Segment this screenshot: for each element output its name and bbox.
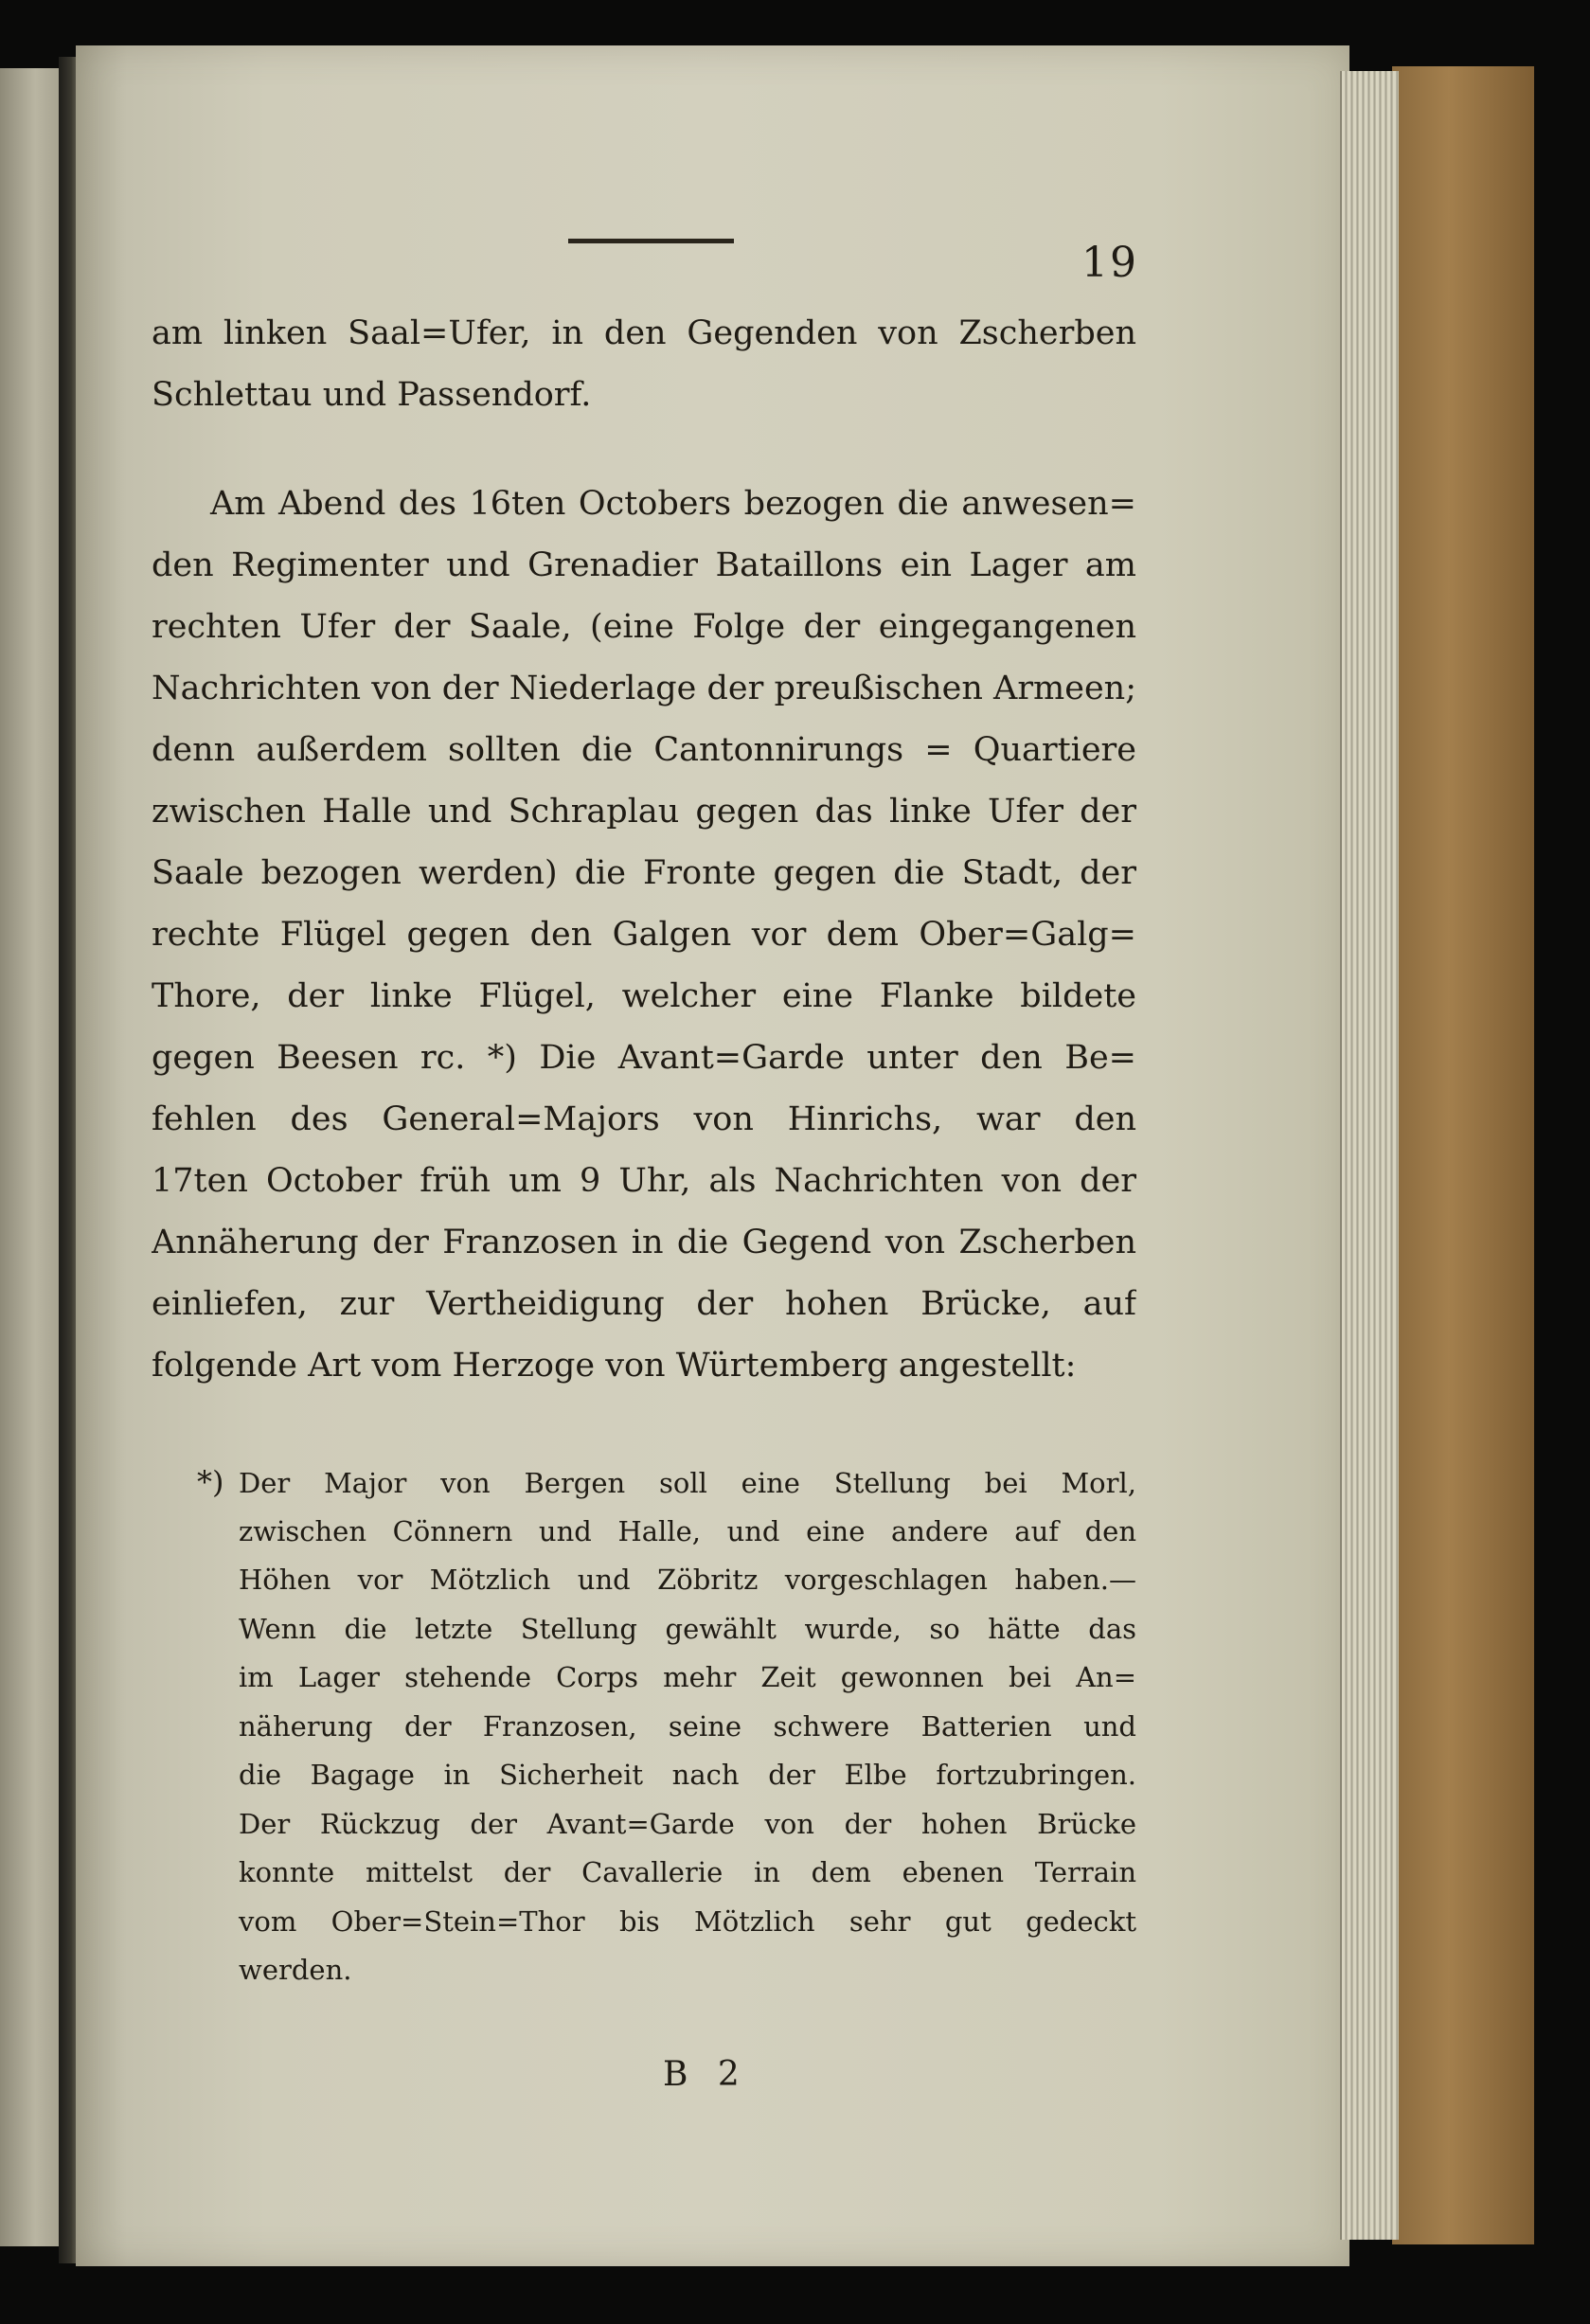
text-line: denn außerdem sollten die Cantonnirungs = Quartiere — [152, 731, 1136, 769]
text-line: zwischen Halle und Schraplau gegen das linke Ufer der — [152, 793, 1136, 831]
signature-mark: B 2 — [663, 2055, 749, 2094]
header-rule — [568, 239, 734, 243]
footnote-line: zwischen Cönnern und Halle, und eine andere auf den — [239, 1514, 1136, 1547]
text-line: einliefen, zur Vertheidigung der hohen Brücke, auf — [152, 1285, 1136, 1323]
book-cover-edge — [1392, 66, 1534, 2244]
text-line: gegen Beesen rc. *) Die Avant=Garde unter den Be= — [152, 1039, 1136, 1077]
footnote — [152, 1458, 1136, 1995]
footnote-line: Wenn die letzte Stellung gewählt wurde, so hätte das — [239, 1612, 1136, 1645]
footnote-line: Der Rückzug der Avant=Garde von der hohen Brücke — [239, 1807, 1136, 1840]
footnote-line: die Bagage in Sicherheit nach der Elbe fortzubringen. — [239, 1759, 1136, 1791]
text-line: rechte Flügel gegen den Galgen vor dem Ober=Galg= — [152, 916, 1136, 954]
text-line: Am Abend des 16ten Octobers bezogen die anwesen= — [210, 485, 1136, 523]
paragraph-gap — [152, 426, 1136, 474]
main-text-block — [152, 303, 1136, 1397]
page-stack-edges — [1340, 71, 1399, 2240]
text-line: Thore, der linke Flügel, welcher eine Flanke bildete — [152, 977, 1136, 1015]
text-line: rechten Ufer der Saale, (eine Folge der eingegangenen — [152, 608, 1136, 646]
text-line: fehlen des General=Majors von Hinrichs, war den — [152, 1100, 1136, 1138]
text-line: am linken Saal=Ufer, in den Gegenden von Zscherben — [152, 314, 1136, 352]
text-line: Annäherung der Franzosen in die Gegend von Zscherben — [152, 1224, 1136, 1261]
text-line: den Regimenter und Grenadier Bataillons ein Lager am — [152, 546, 1136, 584]
footnote-line: im Lager stehende Corps mehr Zeit gewonnen bei An= — [239, 1661, 1136, 1693]
footnote-line-text: Der Major von Bergen soll eine Stellung bei Morl, — [239, 1467, 1136, 1499]
text-line: Schlettau und Passendorf. — [152, 376, 592, 414]
text-line: 17ten October früh um 9 Uhr, als Nachrichten von der — [152, 1162, 1136, 1200]
background-margin — [1534, 38, 1590, 2324]
left-page-edge — [0, 68, 62, 2246]
text-line: Nachrichten von der Niederlage der preußischen Armeen; — [152, 670, 1136, 707]
footnote-line: werden. — [239, 1954, 352, 1986]
text-line: Saale bezogen werden) die Fronte gegen die Stadt, der — [152, 854, 1136, 892]
page-number: 19 — [1081, 239, 1138, 287]
footnote-line — [152, 1458, 1136, 1508]
footnote-line: konnte mittelst der Cavallerie in dem ebenen Terrain — [239, 1856, 1136, 1888]
footnote-line: näherung der Franzosen, seine schwere Batterien und — [239, 1709, 1136, 1743]
text-line: folgende Art vom Herzoge von Würtemberg angestellt: — [152, 1347, 1077, 1385]
footnote-marker: *) — [197, 1464, 224, 1500]
footnote-line: vom Ober=Stein=Thor bis Mötzlich sehr gut gedeckt — [239, 1904, 1136, 1938]
footnote-line: Höhen vor Mötzlich und Zöbritz vorgeschlagen haben.— — [239, 1564, 1136, 1596]
